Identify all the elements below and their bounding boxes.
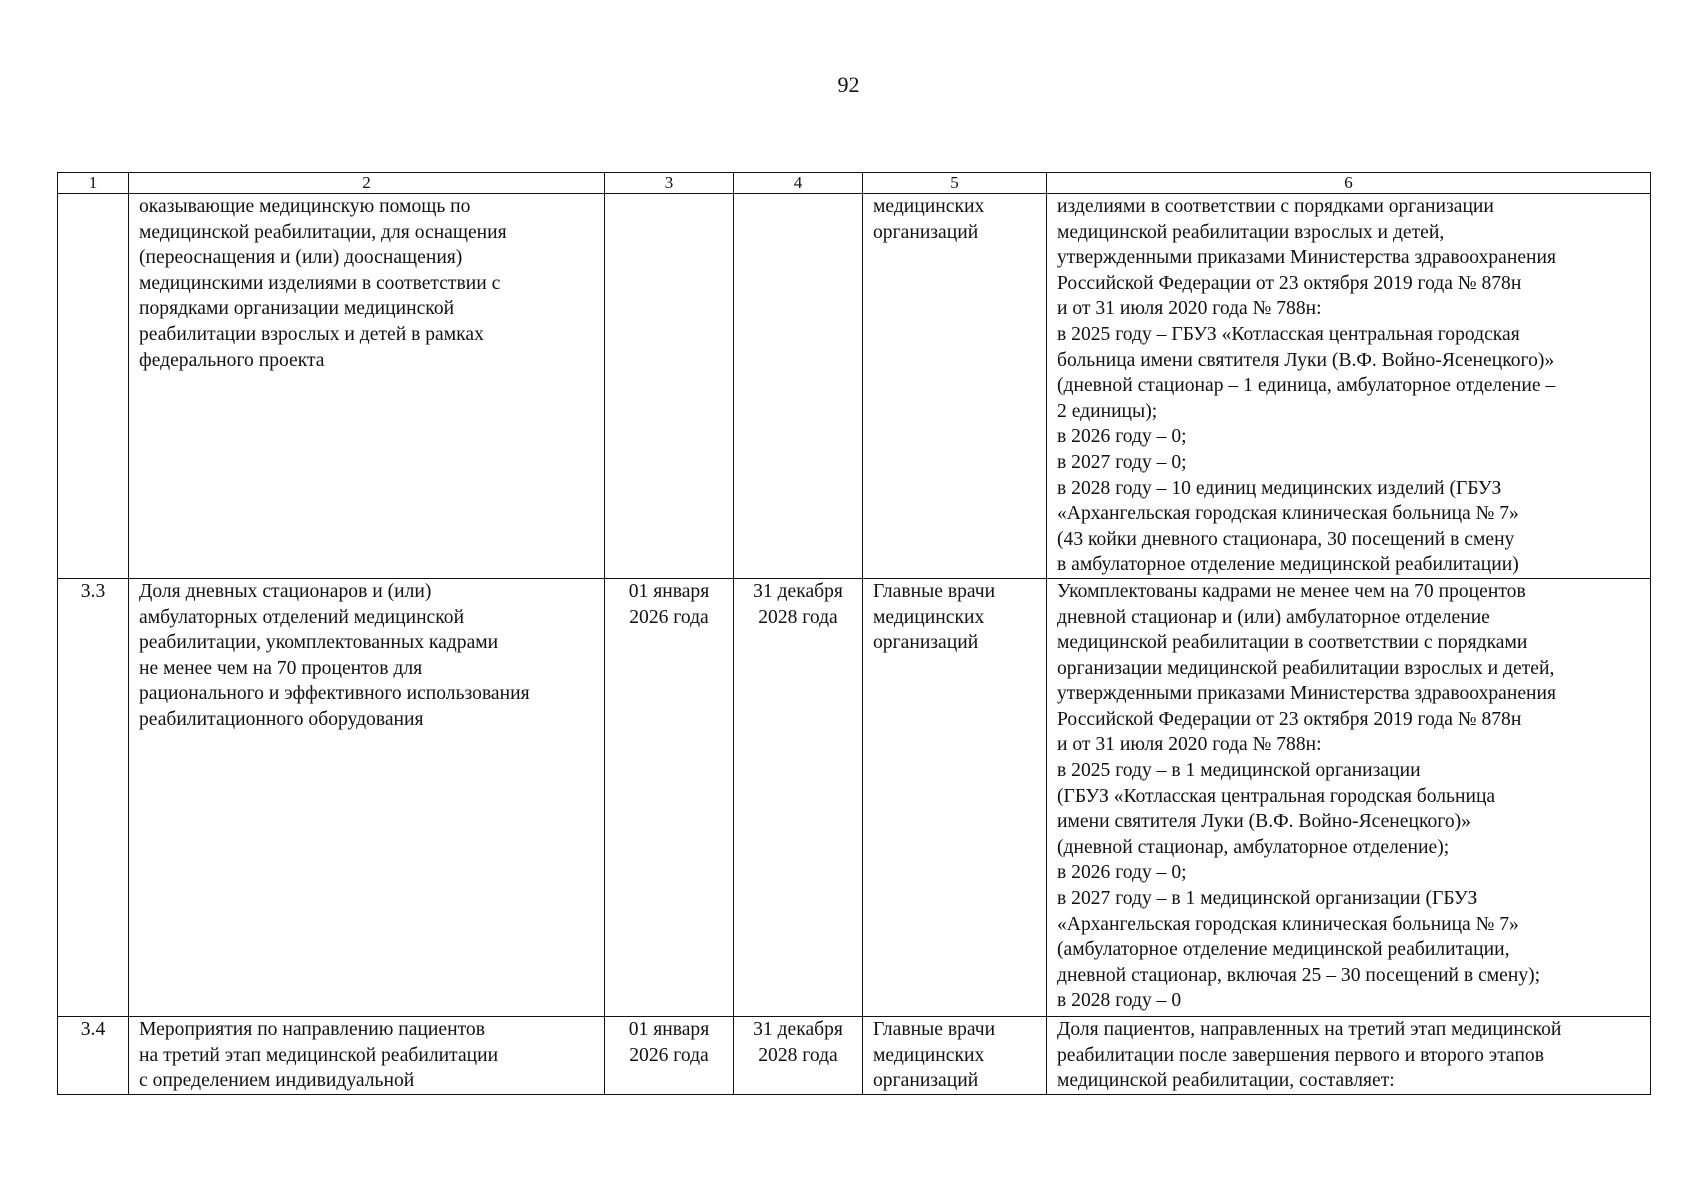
- result-cell: [1047, 1016, 1651, 1094]
- responsible-cell: [863, 1016, 1047, 1094]
- text-line: 01 января: [628, 580, 710, 602]
- text-line: 2 единицы);: [1057, 400, 1158, 422]
- text-line: медицинских: [873, 196, 985, 217]
- start-date-cell: [605, 1016, 734, 1094]
- item-number-cell: [58, 194, 129, 579]
- text-line: с определением индивидуальной: [139, 1070, 415, 1092]
- text-line: Главные врачи: [873, 580, 996, 602]
- page-number: 92: [837, 72, 860, 97]
- text-line: дневной стационар и (или) амбулаторное отделение: [1057, 606, 1490, 628]
- result-cell: [1047, 578, 1651, 1016]
- text-line: 2026 года: [629, 606, 709, 628]
- text-line: (ГБУЗ «Котласская центральная городская больница: [1057, 785, 1496, 807]
- text-line: организаций: [873, 1070, 979, 1092]
- start-date-cell: [605, 194, 734, 579]
- table-body: [58, 194, 1651, 1095]
- text-line: изделиями в соответствии с порядками организации: [1057, 196, 1494, 217]
- text-line: 31 декабря: [753, 580, 843, 602]
- item-number-cell: 3.3: [58, 578, 129, 1016]
- measures-table: [57, 172, 1651, 1095]
- text-line: медицинской реабилитации в соответствии с порядками: [1057, 632, 1528, 654]
- item-number-cell: 3.4: [58, 1016, 129, 1094]
- table-row: [58, 1016, 1651, 1094]
- end-date-cell: [734, 578, 863, 1016]
- measure-name-cell: [129, 578, 605, 1016]
- text-line: реабилитации после завершения первого и второго этапов: [1057, 1044, 1544, 1066]
- text-line: (43 койки дневного стационара, 30 посещений в смену: [1057, 528, 1515, 550]
- text-line: Доля дневных стационаров и (или): [139, 580, 432, 602]
- text-line: федерального проекта: [139, 349, 325, 371]
- text-line: Доля пациентов, направленных на третий этап медицинской: [1057, 1018, 1562, 1040]
- measure-name-cell: [129, 1016, 605, 1094]
- text-line: амбулаторных отделений медицинской: [139, 606, 465, 628]
- column-header-1: 1: [58, 173, 129, 194]
- text-line: в 2028 году – 0: [1057, 990, 1182, 1012]
- text-line: медицинских: [873, 1044, 985, 1066]
- column-header-5: 5: [863, 173, 1047, 194]
- text-line: «Архангельская городская клиническая больница № 7»: [1057, 503, 1519, 525]
- text-line: (дневной стационар – 1 единица, амбулаторное отделение –: [1057, 375, 1556, 397]
- text-line: оказывающие медицинскую помощь по: [139, 196, 471, 217]
- text-line: больница имени святителя Луки (В.Ф. Войно-Ясенецкого)»: [1057, 349, 1555, 371]
- text-line: и от 31 июля 2020 года № 788н:: [1057, 734, 1322, 756]
- result-cell: [1047, 194, 1651, 579]
- text-line: 2028 года: [758, 1044, 838, 1066]
- text-line: организации медицинской реабилитации взрослых и детей,: [1057, 657, 1555, 679]
- text-line: медицинскими изделиями в соответствии с: [139, 272, 501, 294]
- text-line: имени святителя Луки (В.Ф. Войно-Ясенецкого)»: [1057, 811, 1471, 833]
- end-date-cell: [734, 1016, 863, 1094]
- text-line: Российской Федерации от 23 октября 2019 года № 878н: [1057, 708, 1522, 730]
- text-line: рационального и эффективного использования: [139, 683, 530, 705]
- text-line: и от 31 июля 2020 года № 788н:: [1057, 298, 1322, 320]
- column-header-4: 4: [734, 173, 863, 194]
- text-line: порядками организации медицинской: [139, 298, 455, 320]
- text-line: 2026 года: [629, 1044, 709, 1066]
- text-line: на третий этап медицинской реабилитации: [139, 1044, 499, 1066]
- text-line: в 2025 году – в 1 медицинской организации: [1057, 760, 1421, 782]
- text-line: утвержденными приказами Министерства здравоохранения: [1057, 683, 1557, 705]
- text-line: в амбулаторное отделение медицинской реабилитации): [1057, 554, 1519, 576]
- text-line: медицинской реабилитации, составляет:: [1057, 1070, 1395, 1092]
- text-line: организаций: [873, 632, 979, 654]
- text-line: в 2026 году – 0;: [1057, 862, 1187, 884]
- text-line: в 2027 году – в 1 медицинской организации (ГБУЗ: [1057, 888, 1478, 910]
- responsible-cell: [863, 578, 1047, 1016]
- table-row: [58, 194, 1651, 579]
- text-line: не менее чем на 70 процентов для: [139, 657, 423, 679]
- text-line: 31 декабря: [753, 1018, 843, 1040]
- text-line: 2028 года: [758, 606, 838, 628]
- end-date-cell: [734, 194, 863, 579]
- text-line: в 2025 году – ГБУЗ «Котласская центральная городская: [1057, 323, 1520, 345]
- text-line: реабилитации взрослых и детей в рамках: [139, 323, 484, 345]
- text-line: утвержденными приказами Министерства здравоохранения: [1057, 247, 1557, 269]
- text-line: медицинской реабилитации, для оснащения: [139, 221, 507, 243]
- text-line: Главные врачи: [873, 1018, 996, 1040]
- responsible-cell: [863, 194, 1047, 579]
- text-line: «Архангельская городская клиническая больница № 7»: [1057, 913, 1519, 935]
- text-line: 01 января: [628, 1018, 710, 1040]
- text-line: в 2026 году – 0;: [1057, 426, 1187, 448]
- text-line: (переоснащения и (или) дооснащения): [139, 247, 463, 269]
- text-line: Мероприятия по направлению пациентов: [139, 1018, 485, 1040]
- text-line: Укомплектованы кадрами не менее чем на 70 процентов: [1057, 580, 1526, 602]
- text-line: медицинских: [873, 606, 985, 628]
- column-header-6: 6: [1047, 173, 1651, 194]
- column-header-2: 2: [129, 173, 605, 194]
- start-date-cell: [605, 578, 734, 1016]
- text-line: медицинской реабилитации взрослых и детей,: [1057, 221, 1445, 243]
- measure-name-cell: [129, 194, 605, 579]
- column-number-row: [58, 173, 1651, 194]
- text-line: организаций: [873, 221, 979, 243]
- text-line: (амбулаторное отделение медицинской реабилитации,: [1057, 939, 1510, 961]
- text-line: реабилитационного оборудования: [139, 708, 424, 730]
- text-line: дневной стационар, включая 25 – 30 посещений в смену);: [1057, 964, 1541, 986]
- text-line: в 2028 году – 10 единиц медицинских изделий (ГБУЗ: [1057, 477, 1502, 499]
- column-header-3: 3: [605, 173, 734, 194]
- text-line: реабилитации, укомплектованных кадрами: [139, 632, 499, 654]
- text-line: Российской Федерации от 23 октября 2019 года № 878н: [1057, 272, 1522, 294]
- text-line: в 2027 году – 0;: [1057, 451, 1187, 473]
- text-line: (дневной стационар, амбулаторное отделение);: [1057, 836, 1450, 858]
- table-row: [58, 578, 1651, 1016]
